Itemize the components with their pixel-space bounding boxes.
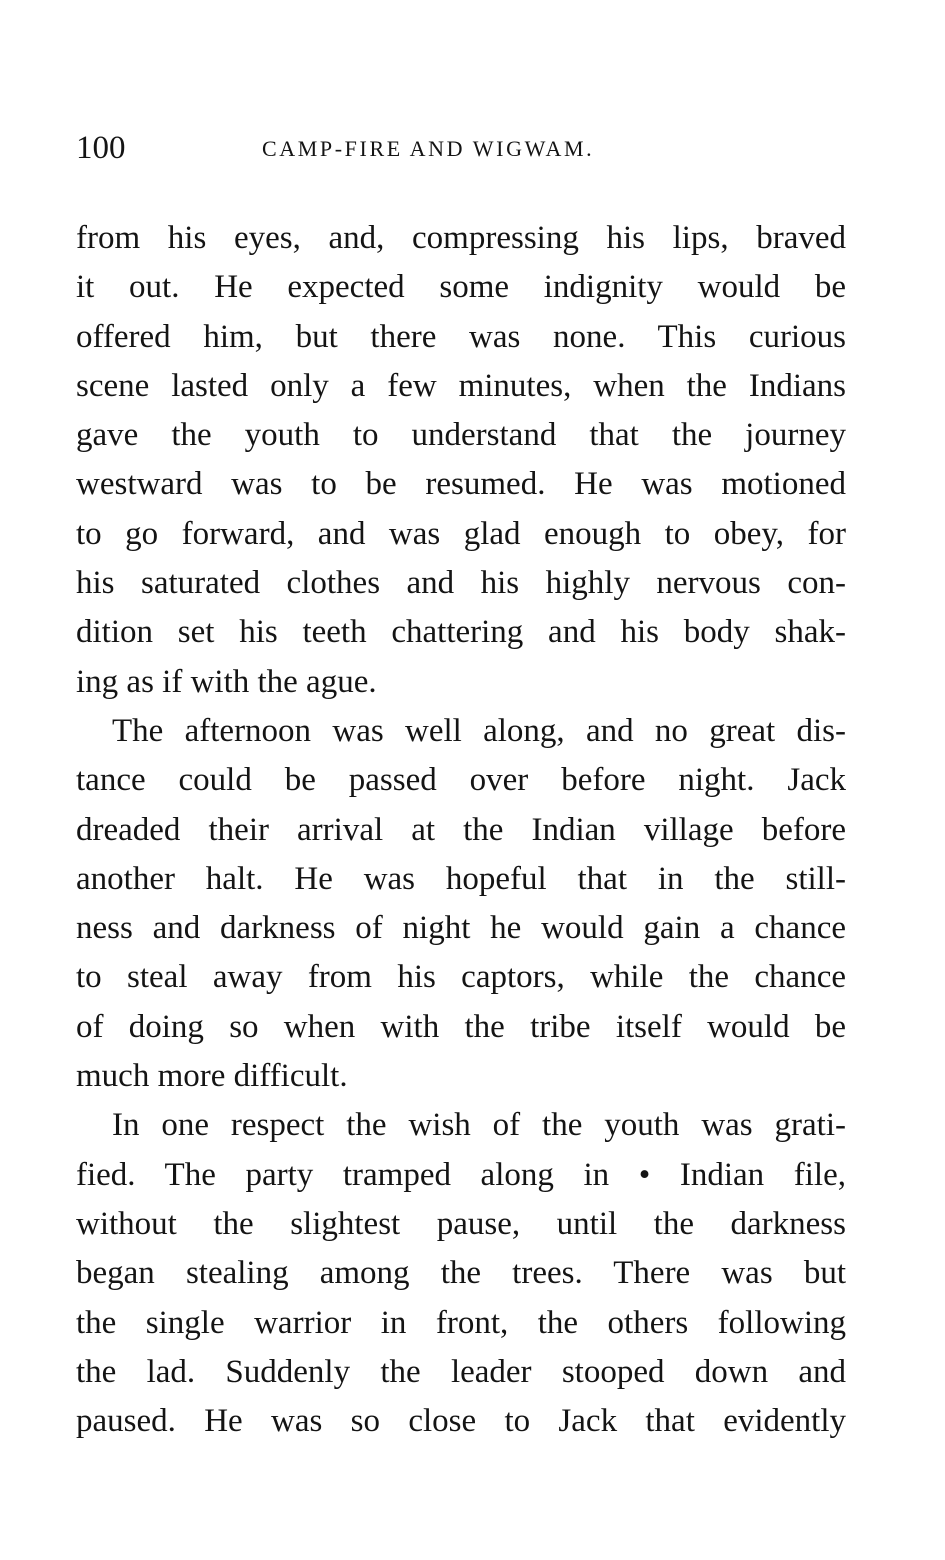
text-line: ing as if with the ague. bbox=[76, 663, 377, 700]
text-line: In one respect the wish of the youth was grati- bbox=[112, 1107, 846, 1144]
text-line: offered him, but there was none. This curious bbox=[76, 318, 846, 355]
text-line: another halt. He was hopeful that in the still- bbox=[76, 860, 846, 897]
text-line: without the slightest pause, until the darkness bbox=[76, 1205, 846, 1242]
text-line: his saturated clothes and his highly nervous con- bbox=[76, 565, 846, 602]
text-line: gave the youth to understand that the journey bbox=[76, 417, 846, 454]
body-text bbox=[76, 214, 846, 1446]
text-line: it out. He expected some indignity would be bbox=[76, 269, 846, 306]
page-number: 100 bbox=[76, 130, 126, 166]
paragraph-3 bbox=[76, 1101, 846, 1446]
running-head bbox=[76, 128, 846, 168]
text-line: began stealing among the trees. There was but bbox=[76, 1255, 846, 1292]
text-line: tance could be passed over before night. Jack bbox=[76, 762, 846, 799]
paragraph-1 bbox=[76, 214, 846, 707]
text-line: scene lasted only a few minutes, when the Indians bbox=[76, 367, 846, 404]
text-line: ness and darkness of night he would gain a chance bbox=[76, 910, 846, 947]
text-line: westward was to be resumed. He was motioned bbox=[76, 466, 846, 503]
text-line: to go forward, and was glad enough to obey, for bbox=[76, 515, 846, 552]
running-title: CAMP-FIRE AND WIGWAM. bbox=[262, 136, 595, 161]
text-line: the single warrior in front, the others following bbox=[76, 1304, 846, 1341]
text-line: The afternoon was well along, and no great dis- bbox=[112, 712, 846, 749]
text-line: dition set his teeth chattering and his body shak- bbox=[76, 614, 846, 651]
text-line: to steal away from his captors, while the chance bbox=[76, 959, 846, 996]
text-line: of doing so when with the tribe itself would be bbox=[76, 1008, 846, 1045]
text-line: much more difficult. bbox=[76, 1058, 348, 1095]
text-line: paused. He was so close to Jack that evidently bbox=[76, 1403, 846, 1440]
text-line: the lad. Suddenly the leader stooped down and bbox=[76, 1353, 846, 1390]
paragraph-2 bbox=[76, 707, 846, 1101]
text-line: dreaded their arrival at the Indian village before bbox=[76, 811, 846, 848]
text-line: fied. The party tramped along in • Indian file, bbox=[76, 1156, 846, 1193]
text-line: from his eyes, and, compressing his lips, braved bbox=[76, 220, 846, 256]
